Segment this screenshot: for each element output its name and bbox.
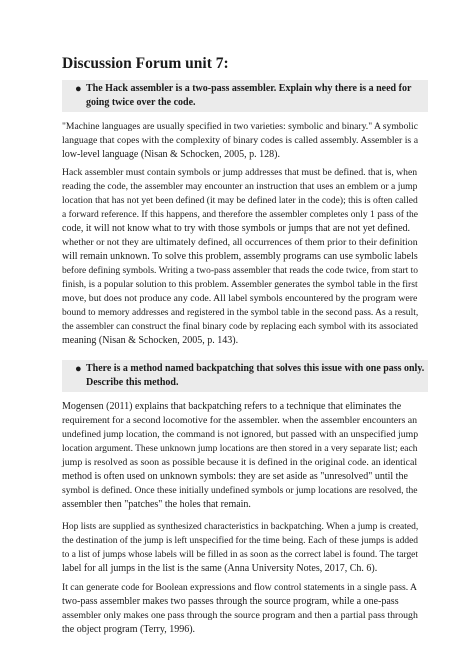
paragraph-line: "Machine languages are usually specified in two varieties: symbolic and binary." A symbolic: [62, 121, 418, 132]
paragraph-line: a forward reference. If this happens, and therefore the assembler completes only 1 pass of the: [62, 209, 418, 220]
paragraph-line: code, it will not know what to try with those symbols or jumps that are not yet defined.: [62, 223, 411, 234]
paragraph-line: the destination of the jump is left unspecified for the time being. Each of these jumps is added: [62, 536, 419, 546]
paragraph-line: method is often used on unknown symbols: they are set aside as "unresolved" until the: [62, 471, 408, 482]
paragraph-line: to a list of jumps whose labels will be filled in as soon as the correct label is found. The target: [62, 550, 419, 560]
question-2-line-2: Describe this method.: [86, 377, 179, 388]
paragraph-line: symbol is defined. Once these initially undefined symbols or jump locations are resolved, the: [62, 485, 418, 496]
question-1-line-2: going twice over the code.: [86, 97, 196, 108]
question-2-text: [86, 362, 424, 390]
paragraph-line: location argument. These unknown jump locations are then stored in a very separate list; each: [62, 444, 418, 454]
bullet-icon: ●: [75, 363, 82, 375]
paragraph-line: Hack assembler must contain symbols or jump addresses that must be defined. that is, when: [62, 167, 418, 178]
paragraph-5: [62, 581, 418, 637]
paragraph-line: two-pass assembler makes two passes through the source program, while a one-pass: [62, 596, 399, 607]
paragraph-line: move, but does not produce any code. All label symbols encountered by the program were: [62, 293, 418, 304]
paragraph-line: requirement for a second locomotive for the assembler. when the assembler encounters an: [62, 415, 418, 426]
paragraph-line: assembler then "patches" the holes that remain.: [62, 499, 251, 510]
paragraph-line: label for all jumps in the list is the same (Anna University Notes, 2017, Ch. 6).: [62, 563, 378, 574]
paragraph-line: whether or not they are ultimately defined, all occurrences of them prior to their definition: [62, 237, 418, 248]
paragraph-line: location that has not yet been defined (it may be defined later in the code); this is often called: [62, 195, 418, 206]
paragraph-line: will remain unknown. To solve this problem, assembly programs can use symbolic labels: [62, 251, 418, 262]
question-1-box: [62, 80, 428, 112]
paragraph-line: reading the code, the assembler may encounter an instruction that uses an emblem or a jump: [62, 181, 418, 192]
question-2-line-1: There is a method named backpatching that solves this issue with one pass only.: [86, 363, 425, 374]
paragraph-1: [62, 120, 418, 162]
paragraph-line: It can generate code for Boolean expressions and flow control statements in a single pass. A: [62, 582, 418, 593]
paragraph-line: low-level language (Nisan & Schocken, 2005, p. 128).: [62, 149, 281, 160]
question-1-text: [86, 82, 424, 110]
paragraph-line: the assembler can construct the final binary code by replacing each symbol with its associated: [62, 322, 419, 332]
paragraph-line: jump is resolved as soon as possible because it is defined in the original code. an identical: [62, 457, 418, 468]
paragraph-line: undefined jump location, the command is not ignored, but passed with an unspecified jump: [62, 429, 419, 440]
question-1-line-1: The Hack assembler is a two-pass assembler. Explain why there is a need for: [86, 83, 412, 94]
question-2-box: [62, 360, 428, 392]
paragraph-line: bound to memory addresses and registered in the symbol table in the second pass. As a result,: [62, 308, 419, 318]
paragraph-line: language that copes with the complexity of binary codes is called assembly. Assembler is a: [62, 135, 419, 146]
bullet-icon: ●: [75, 83, 82, 95]
paragraph-2: [62, 166, 418, 348]
paragraph-4: [62, 520, 418, 576]
paragraph-line: assembler only makes one pass through the source program and then a partial pass through: [62, 610, 418, 621]
paragraph-line: before defining symbols. Writing a two-pass assembler that reads the code twice, from start to: [62, 266, 419, 276]
paragraph-line: finish, is a popular solution to this problem. Assembler generates the symbol table in the first: [62, 279, 418, 290]
paragraph-line: Hop lists are supplied as synthesized characteristics in backpatching. When a jump is created,: [62, 522, 419, 532]
paragraph-line: the object program (Terry, 1996).: [62, 624, 196, 635]
paragraph-3: [62, 400, 418, 512]
paragraph-line: Mogensen (2011) explains that backpatching refers to a technique that eliminates the: [62, 401, 402, 412]
page-title: Discussion Forum unit 7:: [62, 55, 229, 72]
paragraph-line: meaning (Nisan & Schocken, 2005, p. 143).: [62, 335, 239, 346]
